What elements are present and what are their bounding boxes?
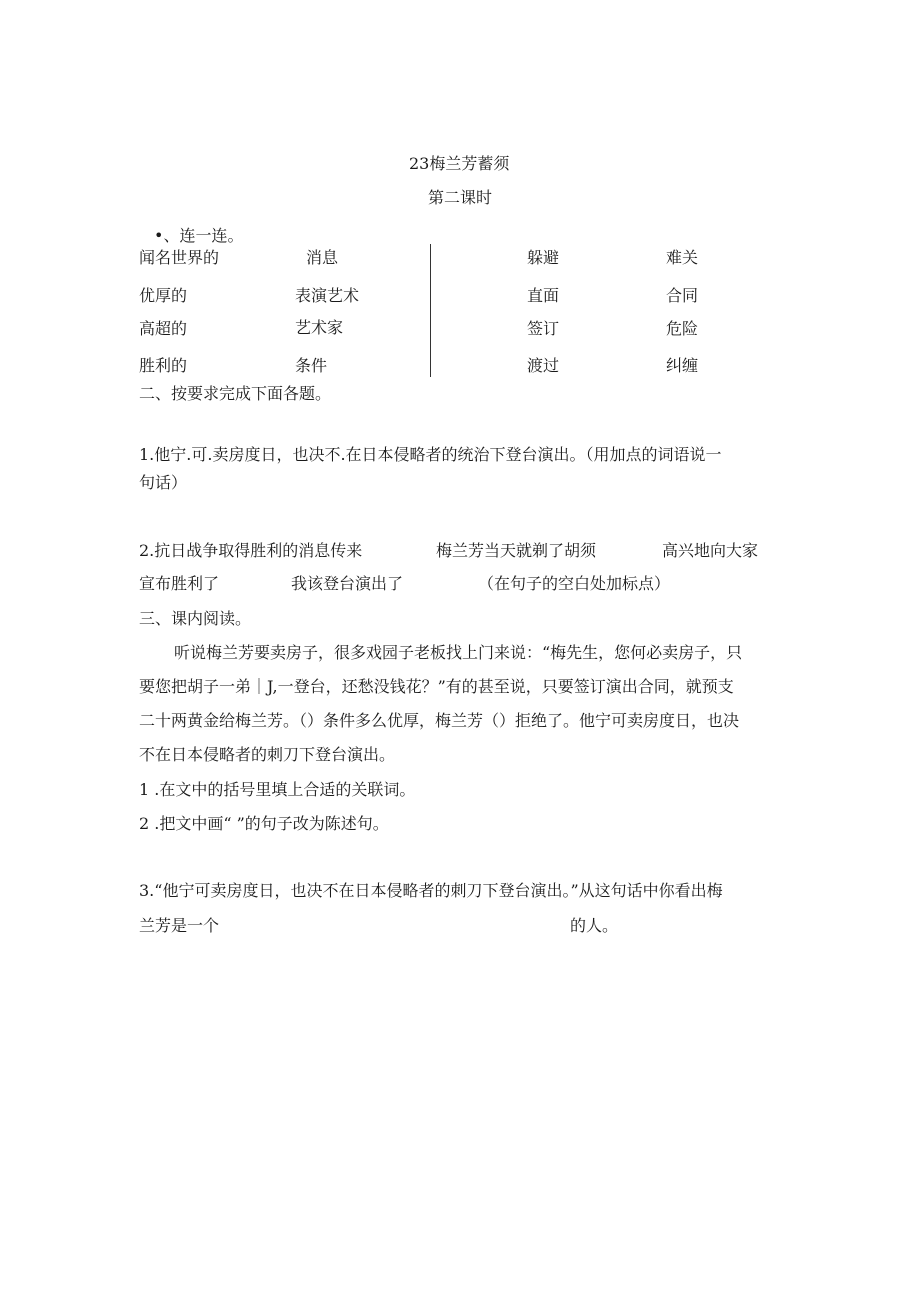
match-left-target: 消息 — [306, 248, 339, 267]
question-3-3-prefix: 兰芳是一个 — [139, 916, 220, 935]
question-3-3-suffix: 的人。 — [570, 916, 619, 935]
match-right-word: 躲避 — [527, 248, 560, 267]
question-2-2-part: 高兴地向大家 — [662, 541, 759, 560]
question-3-2: 2 .把文中画“ ”的句子改为陈述句。 — [139, 814, 389, 833]
question-2-2-part: 梅兰芳当天就剃了胡须 — [436, 541, 597, 560]
passage-line: 听说梅兰芳要卖房子，很多戏园子老板找上门来说：“梅先生，您何必卖房子，只 — [174, 643, 743, 662]
match-left-word: 优厚的 — [139, 286, 188, 305]
match-right-target: 危险 — [666, 319, 699, 338]
match-right-word: 渡过 — [527, 356, 560, 375]
section2-heading: 二、按要求完成下面各题。 — [139, 384, 332, 403]
question-2-2-part: 宣布胜利了 — [139, 574, 220, 593]
passage-line: 要您把胡子一弟｜J,一登台，还愁没钱花？”有的甚至说，只要签订演出合同，就预支 — [139, 677, 734, 696]
section1-heading: •、连一连。 — [154, 226, 244, 245]
match-left-word: 高超的 — [139, 319, 188, 338]
section3-heading: 三、课内阅读。 — [139, 609, 252, 628]
question-2-2-part: 2.抗日战争取得胜利的消息传来 — [139, 541, 363, 560]
match-right-word: 签订 — [527, 319, 560, 338]
question-2-1-line1: 1.他宁.可.卖房度日，也决不.在日本侵略者的统治下登台演出。（用加点的词语说一 — [139, 445, 722, 464]
question-2-2-part: （在句子的空白处加标点） — [478, 574, 671, 593]
question-2-1-line2: 句话） — [139, 473, 188, 492]
passage-line: 二十两黄金给梅兰芳。（）条件多么优厚，梅兰芳（）拒绝了。他宁可卖房度日，也决 — [139, 711, 740, 730]
question-3-3-line1: 3.“他宁可卖房度日，也决不在日本侵略者的刺刀下登台演出。”从这句话中你看出梅 — [139, 881, 723, 900]
column-divider — [430, 244, 431, 377]
match-right-target: 难关 — [666, 248, 699, 267]
lesson-title: 23梅兰芳蓄须 — [409, 154, 510, 173]
match-left-target: 条件 — [295, 356, 328, 375]
match-left-target: 表演艺术 — [295, 286, 360, 305]
match-left-word: 胜利的 — [139, 356, 188, 375]
match-left-target: 艺术家 — [295, 318, 344, 337]
question-2-2-part: 我该登台演出了 — [291, 574, 404, 593]
lesson-subtitle: 第二课时 — [428, 188, 493, 207]
match-left-word: 闻名世界的 — [139, 248, 220, 267]
match-right-target: 纠缠 — [666, 356, 699, 375]
question-3-1: 1 .在文中的括号里填上合适的关联词。 — [139, 780, 416, 799]
passage-line: 不在日本侵略者的刺刀下登台演出。 — [139, 745, 396, 764]
match-right-word: 直面 — [527, 286, 560, 305]
match-right-target: 合同 — [666, 286, 699, 305]
